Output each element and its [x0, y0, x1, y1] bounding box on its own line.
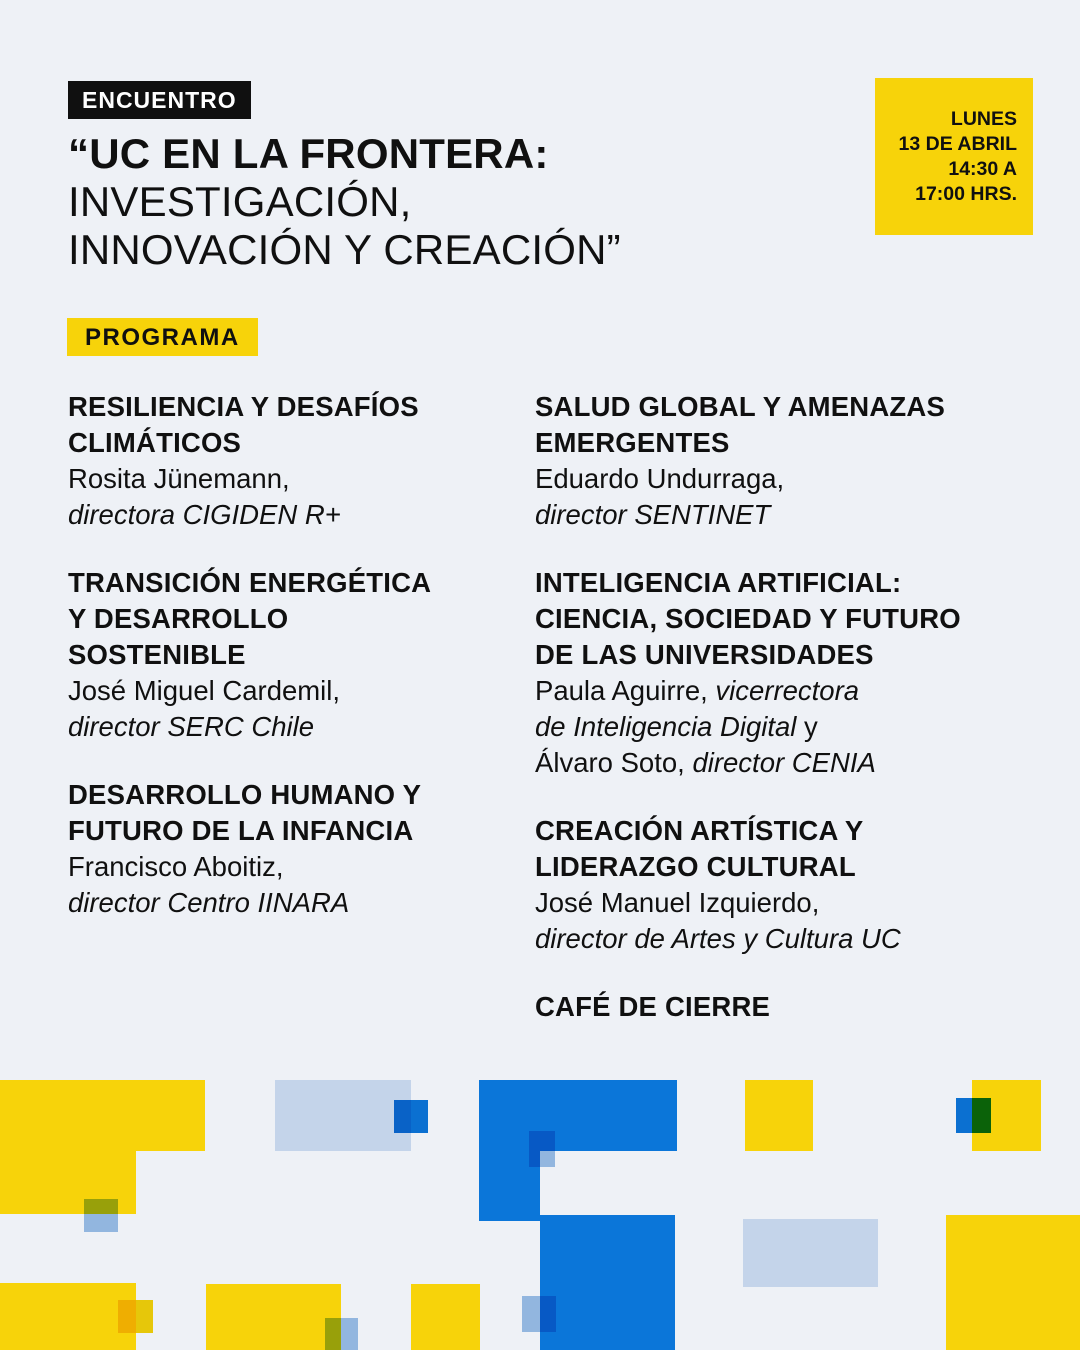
mosaic-tile	[743, 1219, 878, 1287]
event-title	[68, 130, 621, 274]
mosaic-tile	[206, 1284, 341, 1350]
session-speaker: Francisco Aboitiz, director Centro IINARA	[68, 851, 350, 918]
mosaic-tile	[66, 1283, 136, 1350]
mosaic-tile	[0, 1080, 136, 1214]
event-title-line-3: INNOVACIÓN Y CREACIÓN”	[68, 226, 621, 273]
session-title: RESILIENCIA Y DESAFÍOS CLIMÁTICOS	[68, 391, 419, 458]
session-title: INTELIGENCIA ARTIFICIAL: CIENCIA, SOCIEDAD Y FUTURO DE LAS UNIVERSIDADES	[535, 567, 961, 670]
date-badge	[875, 78, 1033, 235]
mosaic-tile	[275, 1080, 411, 1151]
date-line-start: 14:30 A	[948, 157, 1017, 180]
mosaic-tile	[118, 1300, 153, 1333]
program-item	[535, 565, 1055, 781]
session-speaker: José Manuel Izquierdo, director de Artes y Cultura UC	[535, 887, 901, 954]
program-item	[535, 389, 1055, 533]
session-title: CAFÉ DE CIERRE	[535, 991, 771, 1022]
date-line-date: 13 DE ABRIL	[898, 132, 1017, 155]
program-column-left	[68, 389, 528, 953]
event-title-line-1: “UC EN LA FRONTERA:	[68, 130, 549, 177]
mosaic-tile	[522, 1296, 556, 1332]
programa-badge: PROGRAMA	[67, 318, 258, 356]
program-item	[68, 777, 528, 921]
mosaic-tile	[411, 1284, 480, 1350]
event-title-line-2: INVESTIGACIÓN,	[68, 178, 412, 225]
mosaic-tile	[0, 1080, 205, 1151]
session-speaker: Rosita Jünemann, directora CIGIDEN R+	[68, 463, 341, 530]
program-column-right	[535, 389, 1055, 1057]
session-speaker: Paula Aguirre, vicerrectora de Inteligencia Digital y Álvaro Soto, director CENIA	[535, 675, 876, 778]
mosaic-tile	[325, 1318, 358, 1350]
mosaic-tile	[529, 1131, 555, 1167]
session-title: SALUD GLOBAL Y AMENAZAS EMERGENTES	[535, 391, 945, 458]
program-item	[68, 389, 528, 533]
mosaic-tile	[394, 1100, 428, 1133]
mosaic-tile	[972, 1080, 1041, 1151]
date-line-day: LUNES	[950, 107, 1017, 130]
mosaic-tile	[946, 1215, 1080, 1350]
mosaic-tile	[540, 1215, 675, 1350]
mosaic-tile	[479, 1080, 540, 1221]
date-badge-text	[899, 107, 1017, 207]
program-item	[68, 565, 528, 745]
mosaic-tile	[745, 1080, 813, 1151]
kicker-badge: ENCUENTRO	[68, 81, 251, 119]
session-title: CREACIÓN ARTÍSTICA Y LIDERAZGO CULTURAL	[535, 815, 864, 882]
mosaic-tile	[956, 1098, 991, 1133]
mosaic-tile	[479, 1080, 677, 1151]
session-speaker: Eduardo Undurraga, director SENTINET	[535, 463, 785, 530]
mosaic-tile	[0, 1283, 66, 1350]
session-title: TRANSICIÓN ENERGÉTICA Y DESARROLLO SOSTENIBLE	[68, 567, 432, 670]
program-item	[535, 813, 1055, 957]
session-title: DESARROLLO HUMANO Y FUTURO DE LA INFANCIA	[68, 779, 422, 846]
date-line-end: 17:00 HRS.	[915, 182, 1017, 205]
program-item	[535, 989, 1055, 1025]
mosaic-tile	[84, 1199, 118, 1232]
session-speaker: José Miguel Cardemil, director SERC Chile	[68, 675, 341, 742]
